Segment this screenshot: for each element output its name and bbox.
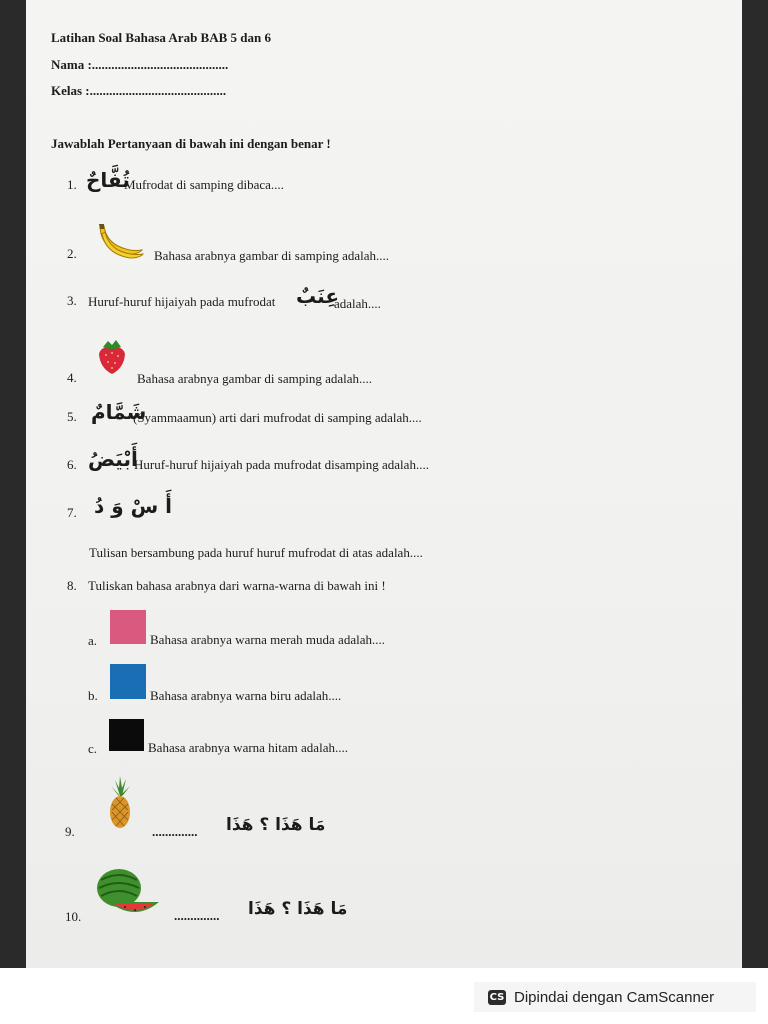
class-field-line: Kelas :.......................................... [51,83,227,98]
question-10-answer-dots: .............. [174,908,220,923]
question-8a-label: a. [88,633,98,648]
question-7-number: 7. [67,505,77,520]
question-9-number: 9. [65,824,75,839]
question-7-text: Tulisan bersambung pada huruf huruf mufrodat di atas adalah.... [89,545,423,560]
question-1-arabic: تُفَّاحٌ [86,168,130,192]
question-6-arabic: أَبْيَضُ [88,447,138,471]
question-5-number: 5. [67,409,77,424]
question-8b-text: Bahasa arabnya warna biru adalah.... [150,688,342,703]
black-color-swatch [109,719,144,751]
pink-color-swatch [110,610,146,644]
camscanner-logo-icon: CS [489,991,505,1003]
pineapple-icon [107,776,133,830]
question-9-arabic: مَا هَذَا ؟ هَذَا [226,815,326,835]
blue-color-swatch [110,664,146,699]
question-3-arabic: عِنَبٌ [296,284,339,308]
name-field-line: Nama :.......................................... [51,57,229,72]
question-4-number: 4. [67,370,77,385]
question-8a-text: Bahasa arabnya warna merah muda adalah.... [150,632,385,647]
question-8c-text: Bahasa arabnya warna hitam adalah.... [148,740,348,755]
question-2-number: 2. [67,246,77,261]
question-1-text: Mufrodat di samping dibaca.... [124,177,284,192]
question-2-text: Bahasa arabnya gambar di samping adalah.... [154,248,389,263]
question-1-number: 1. [67,177,77,192]
question-7-arabic: أَ سْ وَ دُ [94,494,173,518]
question-5-text: (Syammaamun) arti dari mufrodat di samping adalah.... [133,410,422,425]
question-8-text: Tuliskan bahasa arabnya dari warna-warna di bawah ini ! [88,578,386,593]
question-8-number: 8. [67,578,77,593]
watermelon-icon [95,866,161,922]
question-3-number: 3. [67,293,77,308]
question-4-text: Bahasa arabnya gambar di samping adalah.... [137,371,372,386]
question-5-arabic: شَمَّامٌ [91,400,147,424]
question-9-answer-dots: .............. [152,824,198,839]
question-8b-label: b. [88,688,98,703]
question-8c-label: c. [88,741,98,756]
question-10-number: 10. [65,909,82,924]
banana-icon [96,220,144,260]
question-6-number: 6. [67,457,77,472]
worksheet-title: Latihan Soal Bahasa Arab BAB 5 dan 6 [51,30,271,45]
strawberry-icon [97,338,127,376]
question-10-arabic: مَا هَذَا ؟ هَذَا [248,899,348,919]
question-3-text-after: adalah.... [334,296,381,311]
camscanner-watermark [474,982,756,1012]
instruction-text: Jawablah Pertanyaan di bawah ini dengan benar ! [51,136,331,151]
camscanner-text: Dipindai dengan CamScanner [514,988,715,1006]
question-6-text: Huruf-huruf hijaiyah pada mufrodat disamping adalah.... [134,457,429,472]
question-3-text: Huruf-huruf hijaiyah pada mufrodat [88,294,276,309]
